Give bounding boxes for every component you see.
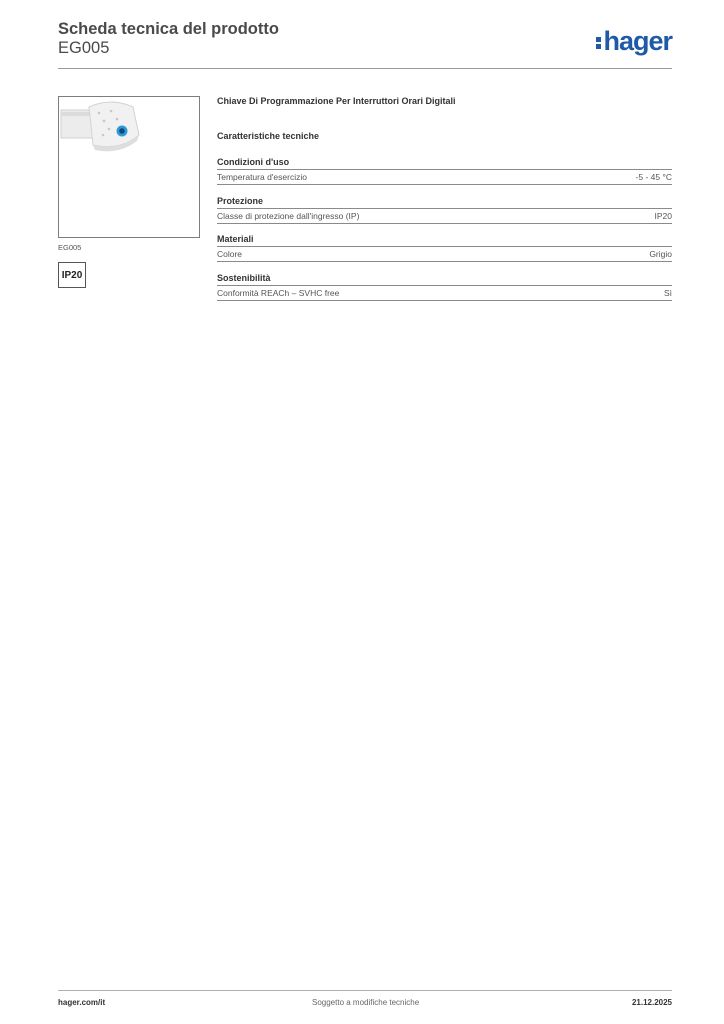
divider xyxy=(217,246,672,247)
header-divider xyxy=(58,68,672,69)
ip-rating-badge: IP20 xyxy=(58,262,86,288)
divider xyxy=(217,223,672,224)
spec-value: IP20 xyxy=(654,211,672,221)
document-title: Scheda tecnica del prodotto xyxy=(58,20,279,38)
footer-website-link[interactable]: hager.com/it xyxy=(58,998,106,1007)
spec-label: Conformità REACh – SVHC free xyxy=(217,288,340,298)
hager-logo xyxy=(596,26,672,56)
spec-group-title: Materiali xyxy=(217,234,254,244)
footer-note: Soggetto a modifiche tecniche xyxy=(312,998,420,1007)
divider xyxy=(217,300,672,301)
section-title: Caratteristiche tecniche xyxy=(217,131,320,141)
spec-group-title: Condizioni d'uso xyxy=(217,157,290,167)
divider xyxy=(217,169,672,170)
product-code: EG005 xyxy=(58,39,110,57)
divider xyxy=(217,261,672,262)
spec-group-sostenibilita xyxy=(217,272,672,301)
spec-value: Grigio xyxy=(649,249,672,259)
logo-dots-icon xyxy=(596,37,601,49)
footer-date: 21.12.2025 xyxy=(631,998,672,1007)
spec-row xyxy=(217,248,672,260)
spec-group-title: Sostenibilità xyxy=(217,273,271,283)
product-name: Chiave Di Programmazione Per Interruttori Orari Digitali xyxy=(217,96,456,106)
image-caption: EG005 xyxy=(58,243,82,252)
divider xyxy=(217,184,672,185)
page-header xyxy=(58,20,672,68)
spec-row xyxy=(217,287,672,299)
spec-group-protezione xyxy=(217,195,672,224)
spec-group-title: Protezione xyxy=(217,196,264,206)
spec-group-materiali xyxy=(217,233,672,262)
spec-label: Temperatura d'esercizio xyxy=(217,172,307,182)
spec-value: -5 - 45 °C xyxy=(635,172,672,182)
logo-text: hager xyxy=(603,25,672,56)
spec-row xyxy=(217,171,672,183)
spec-value: Sì xyxy=(663,288,672,298)
spec-row xyxy=(217,210,672,222)
product-image xyxy=(58,96,200,238)
spec-group-condizioni-uso xyxy=(217,156,672,185)
divider xyxy=(217,208,672,209)
footer-divider xyxy=(58,990,672,991)
spec-label: Colore xyxy=(217,249,243,259)
spec-label: Classe di protezione dall'ingresso (IP) xyxy=(217,211,360,221)
divider xyxy=(217,285,672,286)
programming-key-illustration xyxy=(59,97,199,237)
